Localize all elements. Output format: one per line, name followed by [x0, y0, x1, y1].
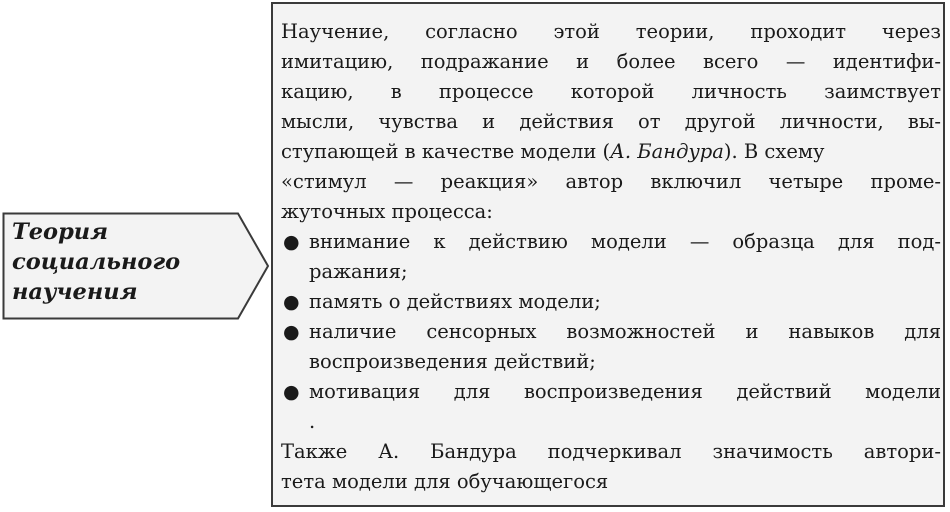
list-item: [281, 287, 941, 317]
intro-line: жуточных процесса:: [281, 200, 493, 223]
term-callout: [2, 212, 270, 320]
intro-line: мысли, чувства и действия от другой личности, вы-: [281, 110, 941, 133]
list-item-line: ражания;: [309, 260, 408, 283]
list-item: [281, 377, 941, 437]
outro-line: Также А. Бандура подчеркивал значимость автори-: [281, 440, 941, 463]
term-title-line: социального: [12, 249, 181, 275]
list-item: [281, 317, 941, 377]
intro-line: Научение, согласно этой теории, проходит через: [281, 20, 941, 43]
description-box: [271, 2, 945, 507]
term-title-line: Теория: [12, 219, 109, 245]
list-item-line: наличие сенсорных возможностей и навыков для: [309, 320, 941, 343]
intro-line: кацию, в процессе которой личность заимствует: [281, 80, 941, 103]
outro-line: тета модели для обучающегося: [281, 470, 609, 493]
list-item-line: .: [309, 410, 316, 433]
author-name: А. Бандура: [610, 140, 724, 163]
list-item-line: мотивация для воспроизведения действий модели: [309, 380, 941, 403]
intro-line: «стимул — реакция» автор включил четыре проме-: [281, 170, 941, 193]
intro-text: ступающей в качестве модели (: [281, 140, 611, 163]
list-item-line: воспроизведения действий;: [309, 350, 596, 373]
bullet-icon: ●: [283, 381, 300, 403]
list-item-line: память о действиях модели;: [309, 290, 601, 313]
intro-text: ). В схему: [723, 140, 825, 163]
intro-line: имитацию, подражание и более всего — идентифи-: [281, 50, 941, 73]
term-title: [12, 216, 180, 306]
bullet-icon: ●: [283, 291, 300, 313]
list-item: [281, 227, 941, 287]
list-item-line: внимание к действию модели — образца для под-: [309, 230, 941, 253]
term-title-line: научения: [12, 279, 138, 305]
bullet-icon: ●: [283, 321, 300, 343]
description-text: [281, 17, 941, 497]
bullet-icon: ●: [283, 231, 300, 253]
intro-line-with-author: [281, 137, 941, 167]
